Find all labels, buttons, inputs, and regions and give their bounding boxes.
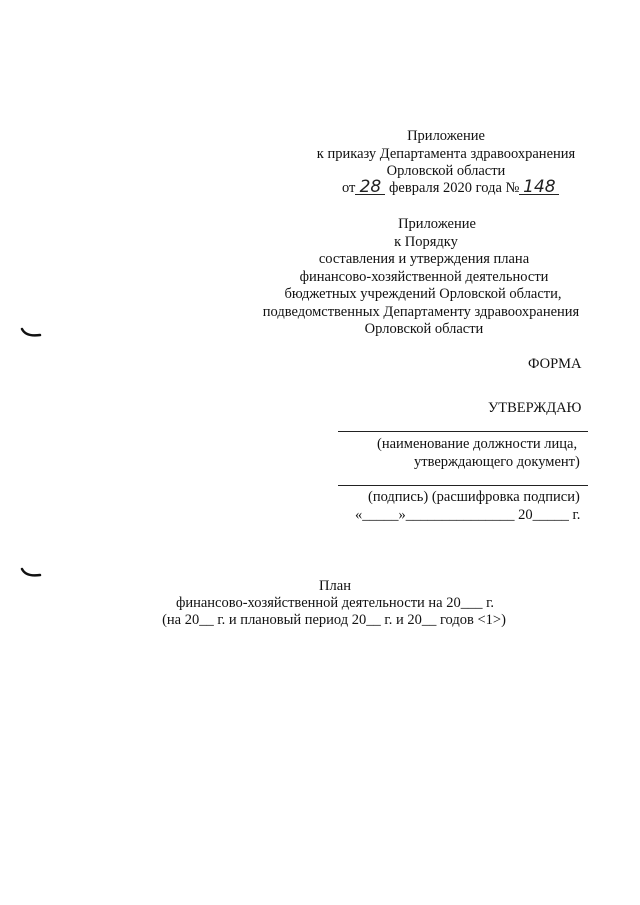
approval-date-line: «_____»_______________ 20_____ г. bbox=[355, 507, 581, 523]
date-day-handwritten: 28 bbox=[355, 180, 385, 195]
margin-mark-top bbox=[20, 325, 44, 341]
form-label: ФОРМА bbox=[528, 356, 582, 372]
appendix2-line: финансово-хозяйственной деятельности bbox=[299, 269, 549, 285]
plan-title: План bbox=[319, 578, 351, 594]
margin-mark-bottom bbox=[20, 565, 44, 581]
appendix2-line: бюджетных учреждений Орловской области, bbox=[284, 286, 562, 302]
approval-title: УТВЕРЖДАЮ bbox=[488, 400, 582, 416]
order-date-line bbox=[342, 177, 559, 197]
date-rest: февраля 2020 года № bbox=[385, 180, 520, 196]
appendix2-title: Приложение bbox=[398, 216, 476, 232]
position-hint: утверждающего документ) bbox=[414, 454, 580, 470]
plan-period: (на 20__ г. и плановый период 20__ г. и 20__ годов <1>) bbox=[162, 612, 506, 628]
position-rule bbox=[338, 431, 588, 432]
appendix2-line: Орловской области bbox=[364, 321, 484, 337]
date-prefix: от bbox=[342, 180, 356, 196]
order-number-handwritten: 148 bbox=[519, 180, 559, 195]
appendix2-line: составления и утверждения плана bbox=[318, 251, 530, 267]
signature-rule bbox=[338, 485, 588, 486]
region-line: Орловской области bbox=[386, 163, 506, 179]
appendix2-line: к Порядку bbox=[394, 234, 458, 250]
position-hint: (наименование должности лица, bbox=[377, 436, 578, 452]
plan-subtitle: финансово-хозяйственной деятельности на 20___ г. bbox=[175, 595, 495, 611]
order-reference: к приказу Департамента здравоохранения bbox=[316, 146, 576, 162]
appendix-title: Приложение bbox=[407, 128, 485, 144]
appendix2-line: подведомственных Департаменту здравоохранения bbox=[262, 304, 580, 320]
signature-hint: (подпись) (расшифровка подписи) bbox=[368, 489, 580, 505]
